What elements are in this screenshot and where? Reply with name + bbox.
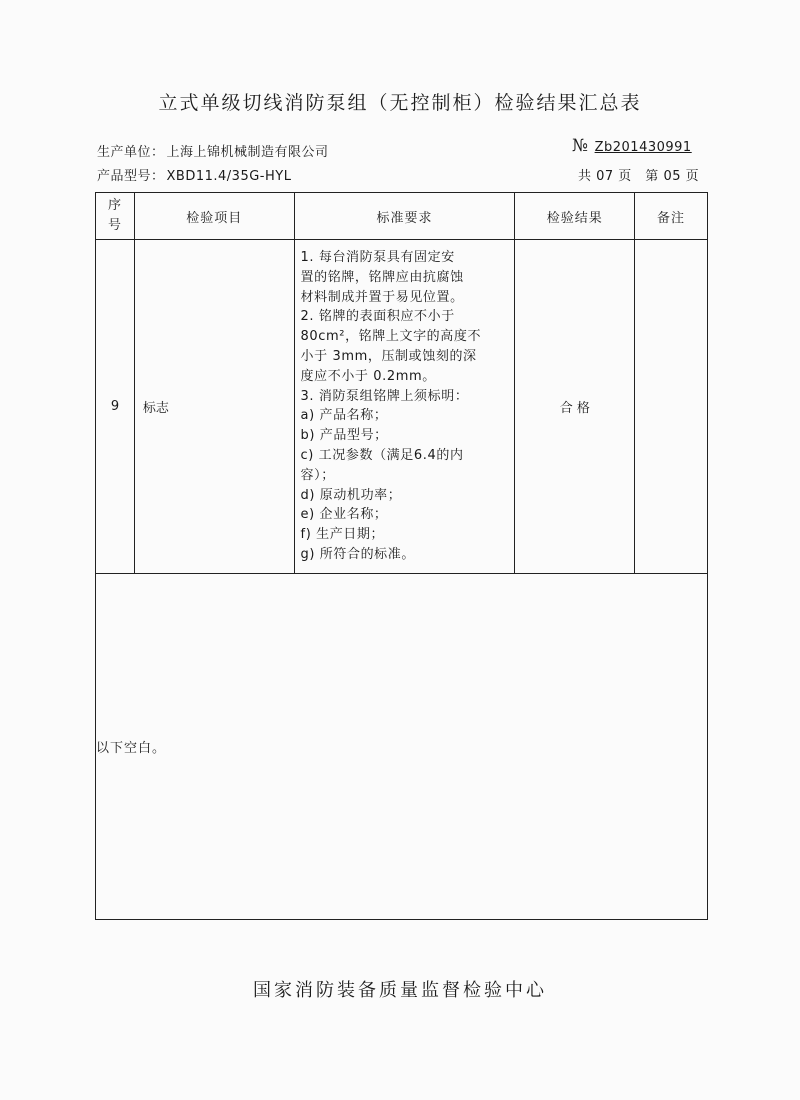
header-remark: 备注 [635, 193, 708, 240]
number-sign: № [572, 136, 589, 156]
requirement-line: g) 所符合的标准。 [300, 546, 415, 562]
requirement-line: 容）； [300, 467, 335, 483]
requirement-line: 1. 每台消防泵具有固定安 [300, 250, 455, 265]
report-number [572, 136, 692, 156]
row-seq: 9 [96, 240, 135, 574]
requirement-line: 置的铭牌，铭牌应由抗腐蚀 [300, 269, 464, 285]
requirement-line: 80cm²，铭牌上文字的高度不 [300, 329, 482, 345]
requirement-line: 2. 铭牌的表面积应不小于 [300, 309, 455, 325]
requirement-line: a) 产品名称； [300, 408, 388, 424]
requirement-line: e) 企业名称； [300, 507, 388, 523]
requirement-line: d) 原动机功率； [300, 487, 402, 503]
page-count: 共 07 页 第 05 页 [578, 169, 700, 184]
blank-row [96, 573, 708, 919]
producer-value: 上海上锦机械制造有限公司 [166, 145, 329, 160]
header-seq [96, 193, 135, 240]
model-label: 产品型号： [97, 169, 165, 184]
blank-note: 以下空白。 [96, 573, 708, 919]
requirement-line: 材料制成并置于易见位置。 [300, 289, 464, 305]
requirement-line: b) 产品型号； [300, 428, 388, 444]
header-result: 检验结果 [515, 193, 635, 240]
header-requirement: 标准要求 [294, 193, 515, 240]
table-row [96, 240, 708, 574]
row-requirement [294, 240, 515, 574]
footer-organization: 国家消防装备质量监督检验中心 [253, 980, 547, 1001]
header-item: 检验项目 [134, 193, 294, 240]
row-remark [635, 240, 708, 574]
requirement-line: 小于 3mm，压制或蚀刻的深 [300, 348, 477, 364]
requirement-line: c) 工况参数（满足6.4的内 [300, 447, 464, 463]
model-value: XBD11.4/35G-HYL [166, 169, 292, 184]
table-header-row [96, 193, 708, 240]
header-seq-bottom: 号 [107, 218, 122, 233]
report-number-value: Zb201430991 [594, 140, 692, 155]
model-line [97, 165, 291, 184]
requirement-line: 度应不小于 0.2mm。 [300, 368, 436, 384]
results-table [95, 192, 708, 920]
producer-line [97, 141, 329, 160]
requirement-line: f) 生产日期； [300, 527, 385, 543]
producer-label: 生产单位： [97, 145, 165, 160]
requirement-lines [301, 248, 509, 565]
requirement-line: 3. 消防泵组铭牌上须标明： [300, 388, 469, 404]
row-result: 合 格 [515, 240, 635, 574]
header-seq-top: 序 [107, 198, 122, 213]
row-item: 标志 [134, 240, 294, 574]
document-title: 立式单级切线消防泵组（无控制柜）检验结果汇总表 [158, 92, 642, 114]
